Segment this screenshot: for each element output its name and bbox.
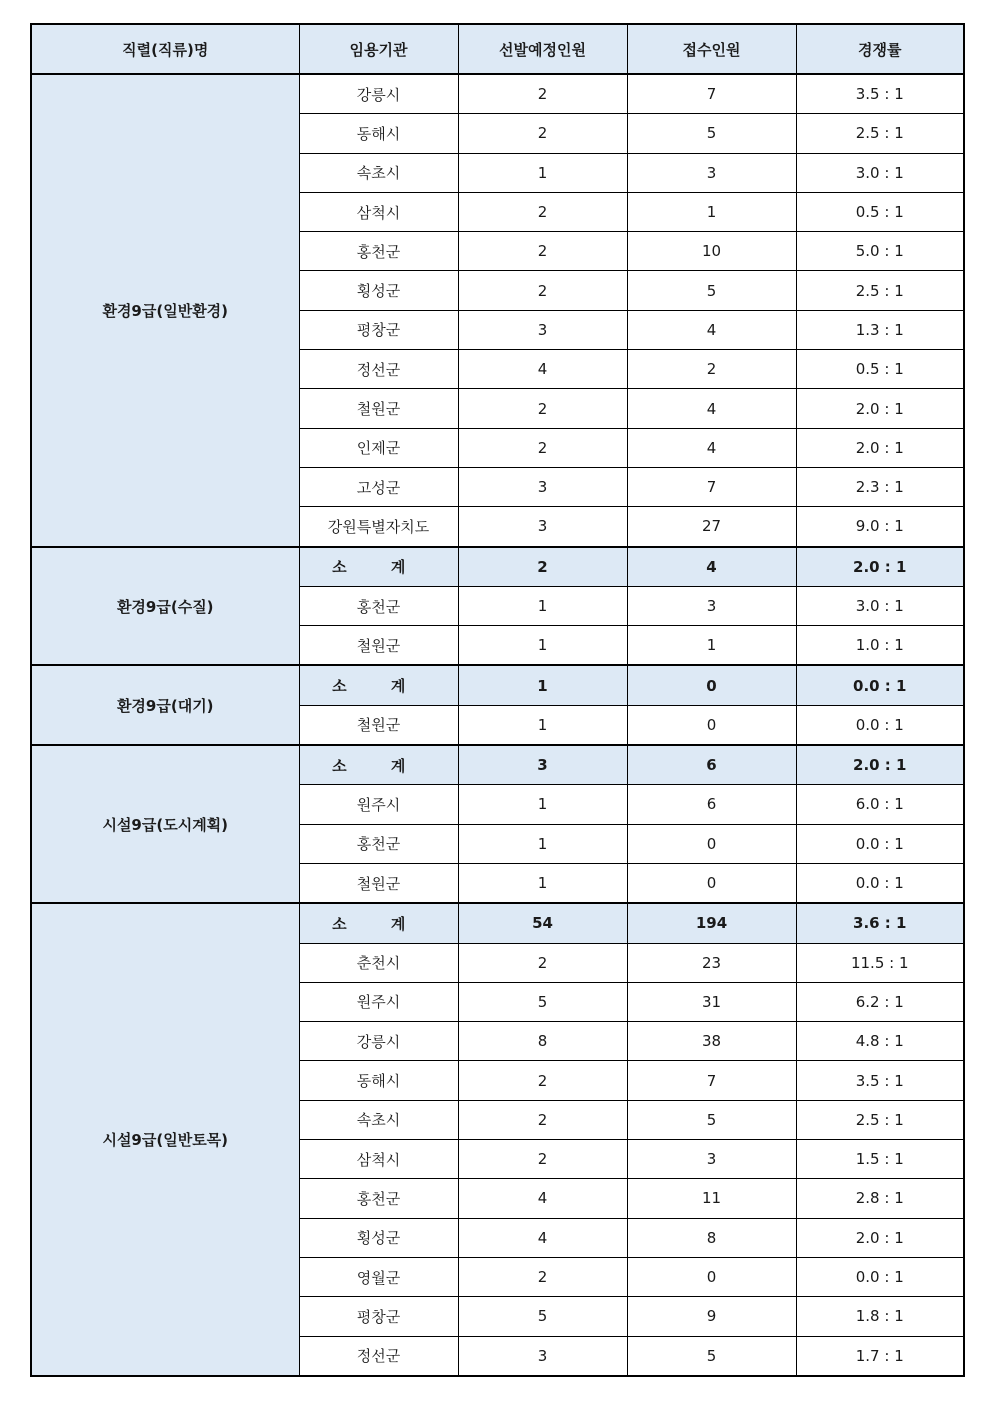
received-cell: 7 [627, 74, 796, 114]
ratio-cell: 0.5 : 1 [796, 192, 964, 231]
agency-cell: 고성군 [299, 467, 458, 506]
agency-cell: 철원군 [299, 389, 458, 428]
ratio-cell: 1.8 : 1 [796, 1297, 964, 1336]
planned-cell: 2 [458, 192, 627, 231]
planned-cell: 5 [458, 1297, 627, 1336]
planned-cell: 5 [458, 982, 627, 1021]
subtotal-row [31, 547, 964, 587]
agency-cell: 횡성군 [299, 271, 458, 310]
received-cell: 5 [627, 1100, 796, 1139]
planned-cell: 1 [458, 153, 627, 192]
ratio-cell: 2.0 : 1 [796, 428, 964, 467]
ratio-cell: 0.0 : 1 [796, 705, 964, 745]
received-cell: 38 [627, 1022, 796, 1061]
planned-cell: 2 [458, 943, 627, 982]
agency-cell: 영월군 [299, 1257, 458, 1296]
ratio-cell: 11.5 : 1 [796, 943, 964, 982]
planned-cell: 2 [458, 547, 627, 587]
received-cell: 4 [627, 310, 796, 349]
header-received: 접수인원 [627, 24, 796, 74]
received-cell: 4 [627, 547, 796, 587]
ratio-cell: 1.7 : 1 [796, 1336, 964, 1376]
subtotal-row [31, 903, 964, 943]
agency-cell: 원주시 [299, 785, 458, 824]
agency-cell: 철원군 [299, 626, 458, 666]
header-position: 직렬(직류)명 [31, 24, 299, 74]
ratio-cell: 6.0 : 1 [796, 785, 964, 824]
ratio-cell: 2.0 : 1 [796, 389, 964, 428]
table-row [31, 74, 964, 114]
agency-cell: 정선군 [299, 1336, 458, 1376]
subtotal-label: 소 계 [332, 756, 425, 775]
received-cell: 0 [627, 705, 796, 745]
ratio-cell: 2.0 : 1 [796, 547, 964, 587]
planned-cell: 1 [458, 705, 627, 745]
subtotal-row [31, 745, 964, 785]
planned-cell: 3 [458, 507, 627, 547]
planned-cell: 8 [458, 1022, 627, 1061]
position-name-cell: 시설9급(일반토목) [31, 903, 299, 1376]
ratio-cell: 2.0 : 1 [796, 1218, 964, 1257]
ratio-cell: 0.0 : 1 [796, 824, 964, 863]
received-cell: 23 [627, 943, 796, 982]
planned-cell: 2 [458, 1257, 627, 1296]
ratio-cell: 6.2 : 1 [796, 982, 964, 1021]
agency-cell: 철원군 [299, 705, 458, 745]
agency-cell: 평창군 [299, 310, 458, 349]
position-name-cell: 시설9급(도시계획) [31, 745, 299, 903]
header-agency: 임용기관 [299, 24, 458, 74]
planned-cell: 2 [458, 1100, 627, 1139]
agency-cell: 삼척시 [299, 192, 458, 231]
planned-cell: 2 [458, 1061, 627, 1100]
ratio-cell: 2.8 : 1 [796, 1179, 964, 1218]
received-cell: 2 [627, 350, 796, 389]
ratio-cell: 1.5 : 1 [796, 1140, 964, 1179]
agency-cell: 강릉시 [299, 74, 458, 114]
planned-cell: 2 [458, 271, 627, 310]
received-cell: 3 [627, 586, 796, 625]
ratio-cell: 1.0 : 1 [796, 626, 964, 666]
ratio-cell: 3.5 : 1 [796, 1061, 964, 1100]
planned-cell: 3 [458, 310, 627, 349]
received-cell: 3 [627, 153, 796, 192]
agency-cell: 횡성군 [299, 1218, 458, 1257]
agency-cell: 홍천군 [299, 824, 458, 863]
received-cell: 0 [627, 824, 796, 863]
agency-cell [299, 665, 458, 705]
received-cell: 31 [627, 982, 796, 1021]
agency-cell: 원주시 [299, 982, 458, 1021]
received-cell: 3 [627, 1140, 796, 1179]
agency-cell: 홍천군 [299, 232, 458, 271]
received-cell: 6 [627, 785, 796, 824]
ratio-cell: 2.5 : 1 [796, 114, 964, 153]
planned-cell: 2 [458, 114, 627, 153]
ratio-cell: 0.0 : 1 [796, 665, 964, 705]
agency-cell: 동해시 [299, 114, 458, 153]
header-row [31, 24, 964, 74]
ratio-cell: 9.0 : 1 [796, 507, 964, 547]
position-name-cell: 환경9급(수질) [31, 547, 299, 666]
recruitment-table [30, 23, 965, 1377]
ratio-cell: 5.0 : 1 [796, 232, 964, 271]
received-cell: 27 [627, 507, 796, 547]
received-cell: 11 [627, 1179, 796, 1218]
received-cell: 5 [627, 114, 796, 153]
received-cell: 7 [627, 1061, 796, 1100]
ratio-cell: 2.5 : 1 [796, 271, 964, 310]
planned-cell: 1 [458, 863, 627, 903]
subtotal-label: 소 계 [332, 914, 425, 933]
ratio-cell: 0.0 : 1 [796, 863, 964, 903]
agency-cell: 강릉시 [299, 1022, 458, 1061]
received-cell: 10 [627, 232, 796, 271]
received-cell: 8 [627, 1218, 796, 1257]
planned-cell: 1 [458, 586, 627, 625]
ratio-cell: 1.3 : 1 [796, 310, 964, 349]
agency-cell: 속초시 [299, 153, 458, 192]
planned-cell: 2 [458, 232, 627, 271]
ratio-cell: 3.0 : 1 [796, 586, 964, 625]
ratio-cell: 3.5 : 1 [796, 74, 964, 114]
received-cell: 0 [627, 665, 796, 705]
agency-cell: 강원특별자치도 [299, 507, 458, 547]
planned-cell: 1 [458, 824, 627, 863]
agency-cell: 홍천군 [299, 1179, 458, 1218]
received-cell: 9 [627, 1297, 796, 1336]
received-cell: 7 [627, 467, 796, 506]
planned-cell: 1 [458, 626, 627, 666]
ratio-cell: 0.5 : 1 [796, 350, 964, 389]
ratio-cell: 2.5 : 1 [796, 1100, 964, 1139]
received-cell: 4 [627, 389, 796, 428]
planned-cell: 4 [458, 1218, 627, 1257]
subtotal-label: 소 계 [332, 558, 425, 577]
received-cell: 0 [627, 863, 796, 903]
ratio-cell: 2.3 : 1 [796, 467, 964, 506]
position-name-cell: 환경9급(대기) [31, 665, 299, 745]
received-cell: 194 [627, 903, 796, 943]
agency-cell: 춘천시 [299, 943, 458, 982]
ratio-cell: 0.0 : 1 [796, 1257, 964, 1296]
agency-cell [299, 547, 458, 587]
received-cell: 1 [627, 192, 796, 231]
ratio-cell: 4.8 : 1 [796, 1022, 964, 1061]
planned-cell: 2 [458, 1140, 627, 1179]
header-ratio: 경쟁률 [796, 24, 964, 74]
agency-cell: 삼척시 [299, 1140, 458, 1179]
planned-cell: 3 [458, 1336, 627, 1376]
subtotal-label: 소 계 [332, 677, 425, 696]
received-cell: 5 [627, 271, 796, 310]
received-cell: 6 [627, 745, 796, 785]
position-name-cell: 환경9급(일반환경) [31, 74, 299, 547]
planned-cell: 4 [458, 350, 627, 389]
ratio-cell: 3.6 : 1 [796, 903, 964, 943]
planned-cell: 54 [458, 903, 627, 943]
received-cell: 5 [627, 1336, 796, 1376]
agency-cell: 속초시 [299, 1100, 458, 1139]
agency-cell: 철원군 [299, 863, 458, 903]
planned-cell: 2 [458, 428, 627, 467]
ratio-cell: 3.0 : 1 [796, 153, 964, 192]
agency-cell [299, 745, 458, 785]
table-body [31, 74, 964, 1376]
agency-cell: 동해시 [299, 1061, 458, 1100]
received-cell: 1 [627, 626, 796, 666]
planned-cell: 3 [458, 745, 627, 785]
planned-cell: 2 [458, 389, 627, 428]
planned-cell: 3 [458, 467, 627, 506]
subtotal-row [31, 665, 964, 705]
agency-cell: 인제군 [299, 428, 458, 467]
received-cell: 4 [627, 428, 796, 467]
planned-cell: 2 [458, 74, 627, 114]
planned-cell: 4 [458, 1179, 627, 1218]
received-cell: 0 [627, 1257, 796, 1296]
planned-cell: 1 [458, 665, 627, 705]
agency-cell: 평창군 [299, 1297, 458, 1336]
agency-cell: 홍천군 [299, 586, 458, 625]
agency-cell [299, 903, 458, 943]
ratio-cell: 2.0 : 1 [796, 745, 964, 785]
header-planned: 선발예정인원 [458, 24, 627, 74]
agency-cell: 정선군 [299, 350, 458, 389]
planned-cell: 1 [458, 785, 627, 824]
